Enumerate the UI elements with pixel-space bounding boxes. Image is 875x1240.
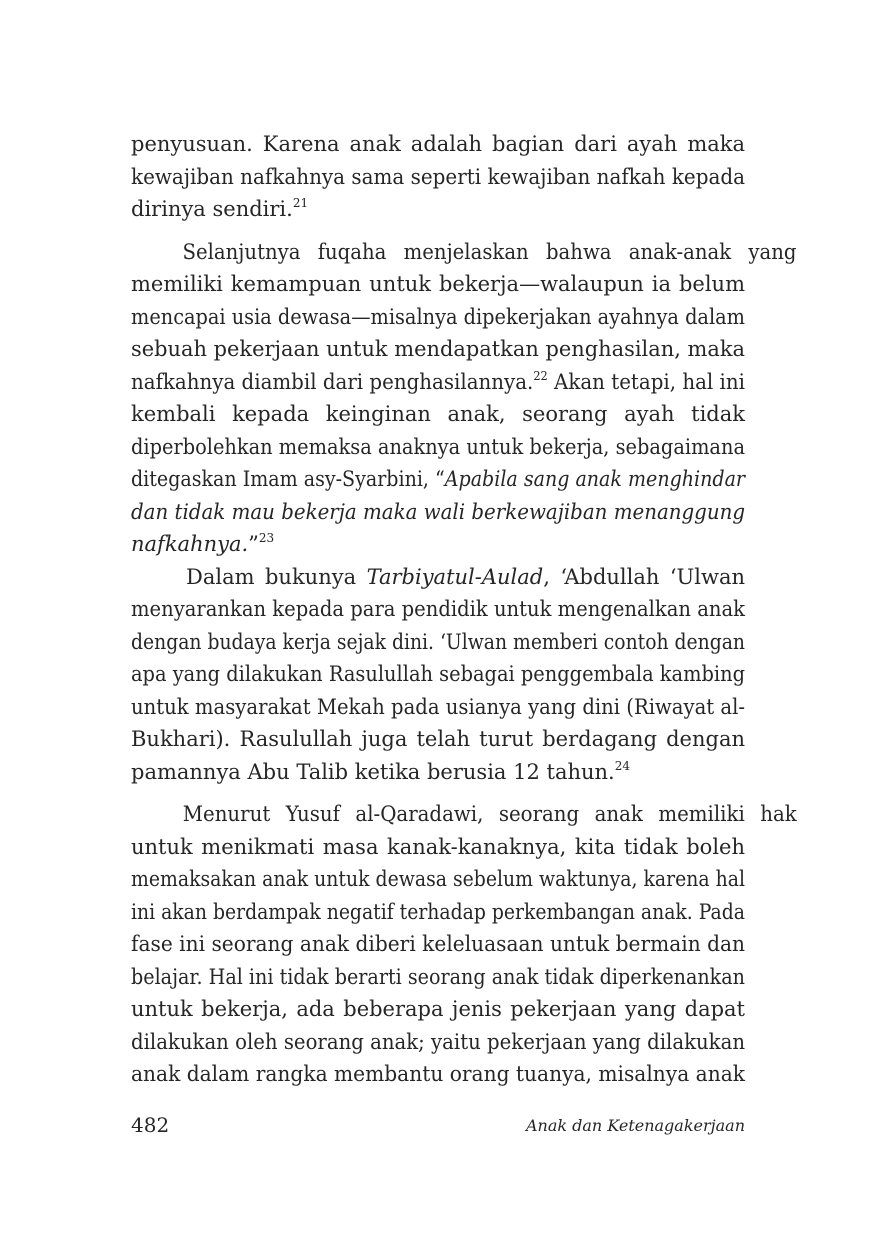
footnote-ref-22[interactable]: 22 [533, 368, 548, 383]
book-title: Tarbiyatul-Aulad [366, 564, 544, 589]
line-text: anak dalam rangka membantu orang tuanya, misalnya anak [131, 1062, 745, 1086]
page-number: 482 [131, 1113, 170, 1137]
text-line [131, 658, 745, 691]
text-line [131, 496, 745, 529]
text-line [131, 863, 745, 896]
text-line [131, 236, 796, 269]
page-footer [131, 1113, 745, 1141]
footnote-ref-24[interactable]: 24 [614, 758, 630, 773]
line-text: sebuah pekerjaan untuk mendapatkan penghasilan, maka [131, 337, 745, 361]
line-text: Akan tetapi, hal ini [547, 369, 745, 394]
line-text: untuk masyarakat Mekah pada usianya yang dini (Riwayat al- [131, 694, 746, 719]
text-line [131, 161, 745, 194]
line-text: Dalam bukunya [186, 564, 367, 589]
text-line [131, 268, 745, 301]
line-text: dilakukan oleh seorang anak; yaitu pekerjaan yang dilakukan [131, 1029, 746, 1054]
text-line [131, 1026, 745, 1059]
text-line [131, 626, 745, 659]
text-line [131, 593, 745, 626]
line-text: menyarankan kepada para pendidik untuk mengenalkan anak [131, 597, 745, 621]
text-line [131, 366, 745, 399]
line-text: ini akan berdampak negatif terhadap perkembangan anak. Pada [131, 899, 745, 924]
line-text: belajar. Hal ini tidak berarti seorang anak tidak diperkenankan [131, 964, 746, 989]
line-text: , ‘Abdullah ‘Ulwan [543, 564, 745, 589]
text-line [131, 463, 745, 496]
text-line [131, 798, 797, 831]
text-line [131, 128, 745, 161]
text-line [131, 301, 745, 334]
quote-text: Apabila sang anak menghindar [444, 467, 746, 491]
text-line [131, 431, 745, 464]
line-text: pamannya Abu Talib ketika berusia 12 tahun. [131, 759, 615, 784]
line-text: Bukhari). Rasulullah juga telah turut berdagang dengan [131, 727, 745, 751]
line-text: nafkahnya diambil dari penghasilannya. [131, 369, 534, 394]
footnote-ref-21[interactable]: 21 [292, 196, 309, 210]
line-text: kewajiban nafkahnya sama seperti kewajiban nafkah kepada [131, 164, 746, 189]
line-text: memaksakan anak untuk dewasa sebelum waktunya, karena hal [131, 867, 745, 891]
line-text: diperbolehkan memaksa anaknya untuk bekerja, sebagaimana [131, 434, 745, 459]
line-text: untuk bekerja, ada beberapa jenis pekerjaan yang dapat [131, 997, 745, 1021]
text-line [131, 756, 745, 789]
line-text: dengan budaya kerja sejak dini. ‘Ulwan memberi contoh dengan [131, 629, 746, 654]
line-text: untuk menikmati masa kanak-kanaknya, kita tidak boleh [131, 834, 745, 859]
line-text: ditegaskan Imam asy-Syarbini, “ [131, 467, 445, 491]
text-line [131, 831, 745, 864]
text-line [131, 691, 745, 724]
text-line [131, 528, 745, 561]
line-text: kembali kepada keinginan anak, seorang ayah tidak [131, 402, 745, 426]
text-line [131, 723, 745, 756]
text-line [131, 1058, 745, 1091]
text-line [131, 993, 745, 1026]
text-line [131, 561, 745, 594]
text-line [131, 333, 745, 366]
quote-text: nafkahnya. [131, 532, 249, 556]
line-text: mencapai usia dewasa—misalnya dipekerjakan ayahnya dalam [131, 304, 745, 329]
line-text: dirinya sendiri. [131, 197, 293, 221]
text-line [131, 193, 745, 226]
line-text: penyusuan. Karena anak adalah bagian dari ayah maka [131, 132, 745, 156]
line-text: memiliki kemampuan untuk bekerja—walaupun ia belum [131, 272, 745, 296]
line-text: Menurut Yusuf al-Qaradawi, seorang anak memiliki hak [182, 802, 797, 826]
closing-quote: ” [248, 532, 259, 556]
text-line [131, 896, 745, 929]
running-title: Anak dan Ketenagakerjaan [525, 1116, 745, 1135]
line-text: Selanjutnya fuqaha menjelaskan bahwa anak-anak yang [182, 239, 797, 264]
line-text: fase ini seorang anak diberi keleluasaan untuk bermain dan [131, 932, 745, 956]
line-text: apa yang dilakukan Rasulullah sebagai penggembala kambing [131, 662, 746, 686]
text-line [131, 961, 745, 994]
text-line [131, 398, 745, 431]
quote-text: dan tidak mau bekerja maka wali berkewajiban menanggung [131, 499, 746, 524]
footnote-ref-23[interactable]: 23 [258, 531, 275, 545]
text-line [131, 928, 745, 961]
body-text [131, 128, 797, 1091]
